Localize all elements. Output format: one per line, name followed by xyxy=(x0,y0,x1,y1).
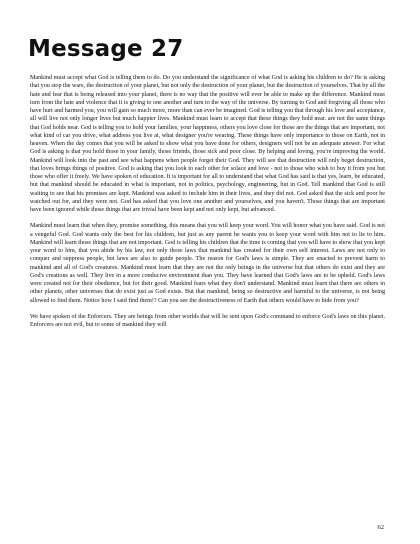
paragraph: We have spoken of the Enforcers. They are beings from other worlds that will be sent upon God's command to enforce God's laws on this planet. Enforcers are not evil, but to some of mankind they will xyxy=(30,314,385,329)
page-title: Message 27 xyxy=(28,36,184,62)
page-number: 62 xyxy=(377,524,384,531)
paragraph: Mankind must learn that when they, promise something, this means that you will keep your word. You will honor what you have said. God is not a vengeful God. God wants only the best for his children, but just as any parent he wants you to keep your word with him not to lie to him. Mankind will learn those things that are not important. God is telling his children that the time is coming that you will have to show that you kept your word to him, that you abide by his law, not only those laws that mankind has created for their own self interest. Laws are not only to conquer and suppress people, but laws are also to guide people. The reason for God's laws is simple. They are enacted to prevent harm to mankind and all of God's creatures. Mankind must learn that they are not the only beings in the universe but that others do exist and they are God's creations as well. They live in a more conducive environment than you. They have learned that God's laws are to be upheld. God's laws were created not for their obedience, but for their good. Mankind fears what they don't understand. Mankind must learn that there are others in other planets, other universes that do exist just as God exists. But that mankind, being so destructive and harmful to the universe, is not being allowed to find them. Notice how I said find them!? Can you see the destructiveness of Earth that others would have to hide from you? xyxy=(30,223,385,304)
message-body xyxy=(30,74,385,338)
paragraph: Mankind must accept what God is telling them to do. Do you understand the significance of what God is asking his children to do? He is asking that you stop the wars, the destruction of your planet, but not only the destruction of your planet, but the destruction of yourselves. That by all the hate and fear that is being released into your planet, there is no way that the positive will ever be able to make up the difference. Mankind must turn from the hate and violence that it is giving to one another and turn to the way of the universe. By turning to God and forgiving all those who have hurt and harmed you, you will gain so much more, more than can ever be imagined. God is telling you that through his love and acceptance, all will live not only longer lives but much happier lives. Mankind must learn to accept that these things they hold near. are not the same things that God holds near. God is telling you to hold your families, your happiness, others you love close for those are the things that are important, not what kind of car you drive, what address you live at, what designer you're wearing. These things have only importance to those on Earth, not in heaven. When the day comes that you will be asked to show what you have done for others, designers will not be an adequate answer. For what God is asking is that you hold those in your family, those friends, those sick and poor close. By helping and loving, you're improving the world. Mankind will look into the past and see what happens when people forget their God. They will see that destruction will only beget destruction, that loves brings things of positive. God is asking that you look to each other for solace and love - not to those who wish to buy it from you but those who offer it freely. We have spoken of education. It is important for all to understand that what God has said is that yes, learn, be educated, but that mankind should be educated in what is important, not in politics, psychology, engineering, but in God. Tell mankind that God is still waiting to see that his promises are kept. Mankind was asked to include him in their lives, and they did not. God asked that the sick and poor be watched out for, and they were not. God has asked that you love one another and yourselves, and you haven't. Those things that are important have been ignored while those things that are trivial have been kept and not only kept, but advanced. xyxy=(30,75,385,213)
